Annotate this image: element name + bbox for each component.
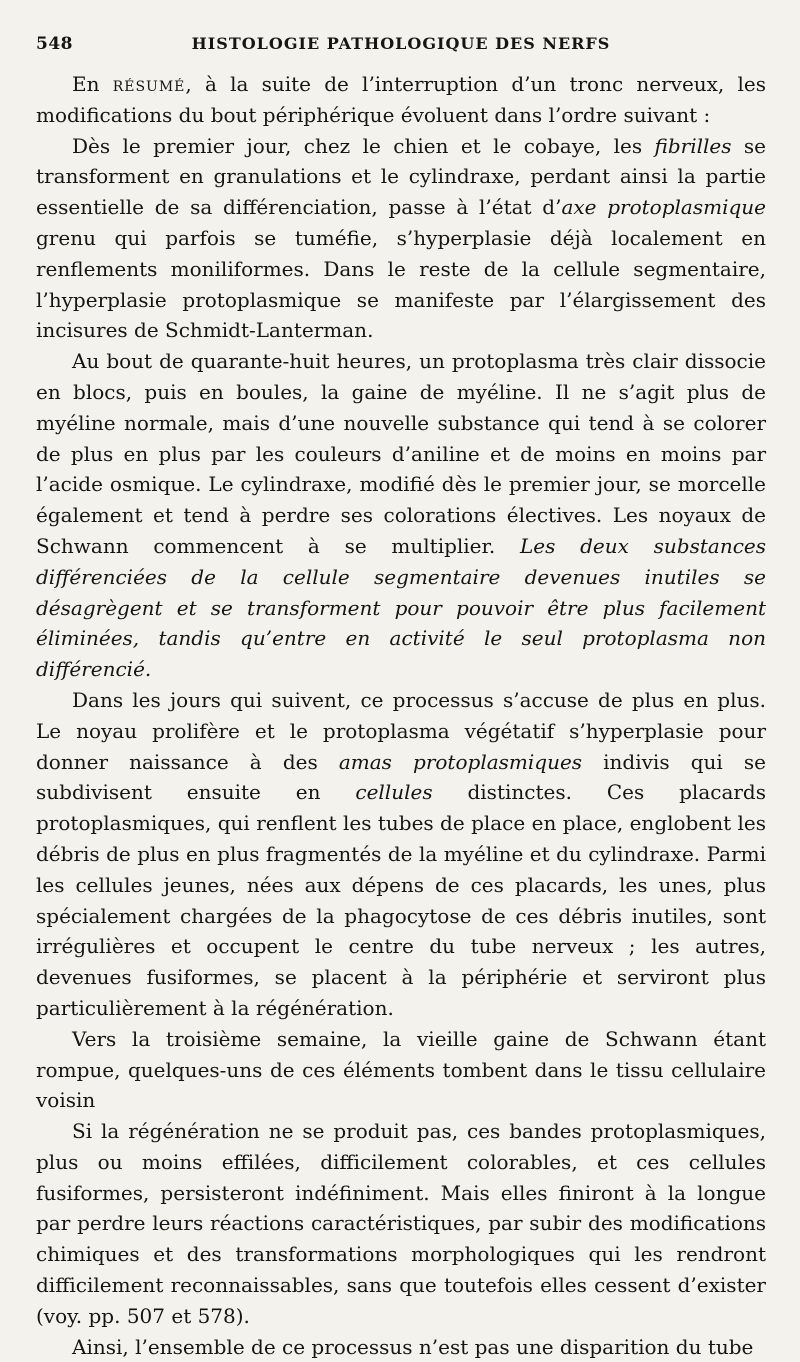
paragraph xyxy=(36,131,766,347)
italic-text: axe protoplasmique xyxy=(561,195,766,220)
italic-text: fibrilles xyxy=(654,133,732,158)
paragraph xyxy=(36,346,766,685)
text-run: Si la régénération ne se produit pas, ces bandes protoplasmiques, plus ou moins effilées, difficilement colorables, et ces cellules fusiformes, persisteront indéfiniment. Mais elles finiront à la longue par perdre leurs réactions caractéristiques, par subir des modifications chimiques et des transformations morphologiques qui les rendront difficilement reconnaissables, sans que toutefois elles cessent d’exister (voy. pp. 507 et 578). xyxy=(36,1119,766,1328)
paragraph xyxy=(36,1024,766,1116)
paragraph xyxy=(36,1332,766,1362)
italic-text: amas protoplasmiques xyxy=(338,749,583,774)
running-title: HISTOLOGIE PATHOLOGIQUE DES NERFS xyxy=(191,34,611,53)
text-run: grenu qui parfois se tuméfie, s’hyperplasie déjà localement en renflements moniliformes. Dans le reste de la cellule segmentaire, l’hyperplasie protoplasmique se manifeste par l’élargissement des incisures de Schmidt-Lanterman. xyxy=(36,225,766,343)
paragraph xyxy=(36,685,766,1024)
smallcaps-text: résumé xyxy=(112,72,186,96)
text-run: Au bout de quarante-huit heures, un protoplasma très clair dissocie en blocs, puis en boules, la gaine de myéline. Il ne s’agit plus de myéline normale, mais d’une nouvelle substance qui tend à se colorer de plus en plus par les couleurs d’aniline et de moins en moins par l’acide osmique. Le cylindraxe, modifié dès le premier jour, se morcelle également et tend à perdre ses colorations électives. Les noyaux de Schwann commencent à se multiplier. xyxy=(36,349,766,558)
page-number: 548 xyxy=(36,34,73,54)
paragraph xyxy=(36,69,766,131)
text-run: Ainsi, l’ensemble de ce processus n’est pas une disparition du tube xyxy=(72,1334,754,1359)
paragraph xyxy=(36,1116,766,1332)
body-text xyxy=(36,69,766,1362)
text-run: Vers la troisième semaine, la vieille gaine de Schwann étant rompue, quelques-uns de ces éléments tombent dans le tissu cellulaire voisin xyxy=(36,1026,766,1113)
text-run: Dès le premier jour, chez le chien et le cobaye, les xyxy=(72,133,655,158)
text-run: En xyxy=(72,72,113,96)
page-header xyxy=(36,30,766,60)
text-run: indivis qui se subdivisent ensuite en xyxy=(36,749,766,805)
italic-text: cellules xyxy=(355,780,433,805)
text-run: , à la suite de l’interruption d’un tronc nerveux, les modifications du bout périphérique évoluent dans l’ordre suivant : xyxy=(36,72,766,127)
text-run: distinctes. Ces placards protoplasmiques, qui renflent les tubes de place en place, englobent les débris de plus en plus fragmentés de la myéline et du cylindraxe. Parmi les cellules jeunes, nées aux dépens de ces placards, les unes, plus spécialement chargées de la phagocytose de ces débris inutiles, sont irrégulières et occupent le centre du tube nerveux ; les autres, devenues fusiformes, se placent à la périphérie et serviront plus particulièrement à la régénération. xyxy=(36,780,767,1020)
text-run: se transforment en granulations et le cylindraxe, perdant ainsi la partie essentielle de sa différenciation, passe à l’état d’ xyxy=(36,133,766,220)
text-run: Dans les jours qui suivent, ce processus s’accuse de plus en plus. Le noyau prolifère et le protoplasma végétatif s’hyperplasie pour donner naissance à des xyxy=(36,687,766,774)
italic-text: Les deux substances différenciées de la cellule segmentaire devenues inutiles se désagrègent et se transforment pour pouvoir être plus facilement éliminées, tandis qu’entre en activité le seul protoplasma non différencié. xyxy=(36,533,766,682)
